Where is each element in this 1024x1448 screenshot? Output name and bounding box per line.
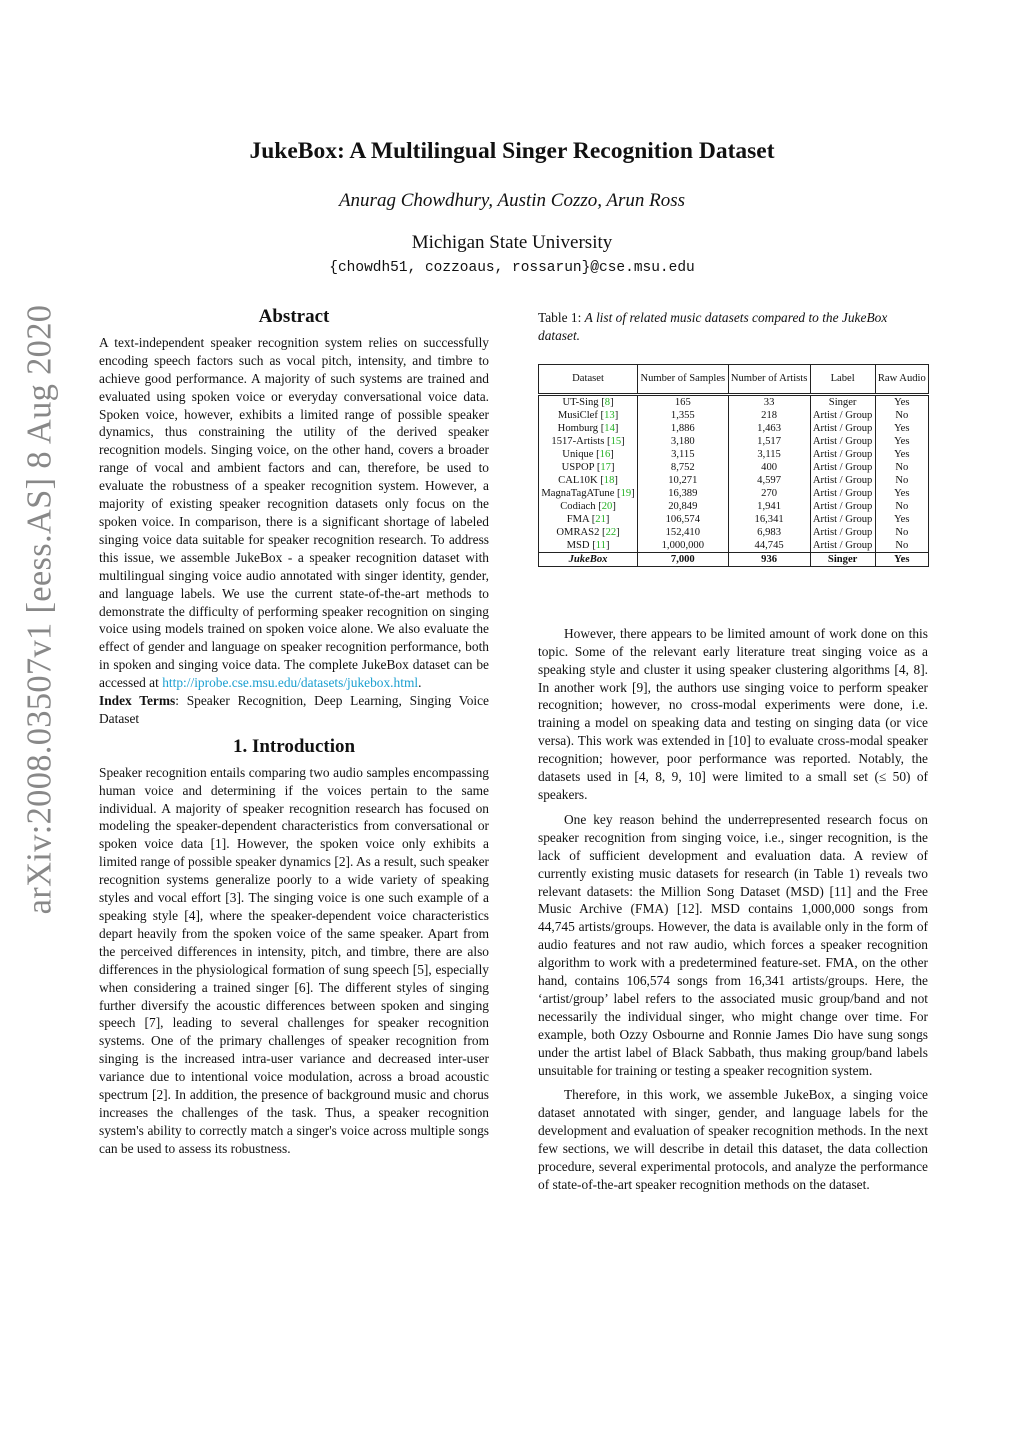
citation-link[interactable]: 21 <box>595 513 606 525</box>
table-cell: 6,983 <box>728 526 810 539</box>
table-cell: Artist / Group <box>810 435 875 448</box>
table-row <box>539 409 929 422</box>
authors: Anurag Chowdhury, Austin Cozzo, Arun Ross <box>338 190 686 211</box>
dataset-cell: MusiClef [13] <box>539 409 638 422</box>
citation-link[interactable]: 16 <box>599 448 611 460</box>
dataset-cell: MSD [11] <box>539 539 638 553</box>
table-row <box>539 539 929 553</box>
citation-link[interactable]: 8 <box>604 396 611 408</box>
table-cell: 10,271 <box>638 474 728 487</box>
dataset-name: CAL10K <box>558 474 598 486</box>
dataset-name: UT-Sing <box>562 396 599 408</box>
arxiv-identifier: arXiv:2008.03507v1 [eess.AS] 8 Aug 2020 <box>20 304 59 915</box>
table-cell: 218 <box>728 409 810 422</box>
citation-link[interactable]: 22 <box>605 526 617 538</box>
citation-link[interactable]: 14 <box>604 422 615 434</box>
table-cell: 400 <box>728 461 810 474</box>
table-cell: Artist / Group <box>810 500 875 513</box>
table-cell: 1,463 <box>728 422 810 435</box>
dataset-name: Codiach <box>560 500 596 512</box>
table-cell: 106,574 <box>638 513 728 526</box>
table-cell: 1,941 <box>728 500 810 513</box>
table-header: Label <box>810 364 875 394</box>
table-row <box>539 422 929 435</box>
table-row <box>539 435 929 448</box>
table-cell: Artist / Group <box>810 539 875 553</box>
table-cell: No <box>875 539 928 553</box>
paper-title: JukeBox: A Multilingual Singer Recognition Dataset <box>249 138 775 164</box>
table-row <box>539 474 929 487</box>
table-cell: Yes <box>875 394 928 409</box>
table-cell: No <box>875 474 928 487</box>
left-column <box>99 308 489 1158</box>
paragraph: One key reason behind the underrepresented research focus on speaker recognition from singing voice, i.e., singer recognition, is the lack of sufficient development and evaluation data. A review of currently existing music datasets for research (in Table 1) reveals two relevant datasets: the Million Song Dataset (MSD) [11] and the Free Music Archive (FMA) [12]. MSD contains 1,000,000 songs from 44,745 artists/groups. However, the data is available only in the form of audio features and not raw audio, which forces a speaker recognition algorithm to work with a predetermined feature-set. FMA, on the other hand, contains 106,574 songs from 16,341 artists/groups. Here, the ‘artist/group’ label refers to the associated music group/band and not necessarily the individual singer, who might change over time. For example, both Ozzy Osbourne and Ronnie James Dio have sung songs under the artist label of Black Sabbath, thus making group/band labels unsuitable for training or testing a speaker recognition system. <box>538 811 928 1078</box>
table-cell: 4,597 <box>728 474 810 487</box>
table-cell: 1,886 <box>638 422 728 435</box>
table-cell: No <box>875 500 928 513</box>
table-cell: 7,000 <box>638 552 728 566</box>
table-cell: Artist / Group <box>810 526 875 539</box>
table-cell: Artist / Group <box>810 409 875 422</box>
table-cell: Artist / Group <box>810 474 875 487</box>
dataset-name: 1517-Artists <box>551 435 605 447</box>
table-cell: Yes <box>875 513 928 526</box>
paragraph: However, there appears to be limited amount of work done on this topic. Some of the relevant early literature treat singing voice as a speaking style and cluster it using speaker clustering algorithms [4, 8]. In another work [9], the authors use singing voice to perform speaker recognition; however, no cross-modal experiments were done, i.e. training a model on speaking data and testing on singing data (or vice versa). This work was extended in [10] to evaluate cross-modal speaker recognition; however, poor performance was reported. Notably, the datasets used in [4, 8, 9, 10] were limited to a small set (≤ 50) of speakers. <box>538 625 928 802</box>
table-cell: No <box>875 461 928 474</box>
table-cell: Artist / Group <box>810 448 875 461</box>
related-datasets-table <box>538 364 929 567</box>
table-cell: Artist / Group <box>810 422 875 435</box>
table-cell: No <box>875 409 928 422</box>
table-cell: 33 <box>728 394 810 409</box>
table-cell: 1,000,000 <box>638 539 728 553</box>
table-cell: 3,115 <box>728 448 810 461</box>
table-cell: 16,341 <box>728 513 810 526</box>
table-cell: No <box>875 526 928 539</box>
table-row <box>539 487 929 500</box>
table-cell: Artist / Group <box>810 513 875 526</box>
table-row <box>539 526 929 539</box>
author-emails: {chowdh51, cozzoaus, rossarun}@cse.msu.edu <box>329 260 695 276</box>
table-row <box>539 394 929 409</box>
table-row <box>539 461 929 474</box>
table-cell: 3,180 <box>638 435 728 448</box>
table-cell: Yes <box>875 435 928 448</box>
table-cell: 44,745 <box>728 539 810 553</box>
dataset-name: USPOP <box>561 461 595 473</box>
right-column <box>538 309 928 1194</box>
dataset-cell: CAL10K [18] <box>539 474 638 487</box>
citation-link[interactable]: 13 <box>604 409 615 421</box>
dataset-cell: UT-Sing [8] <box>539 394 638 409</box>
dataset-cell: 1517-Artists [15] <box>539 435 638 448</box>
citation-link[interactable]: 11 <box>595 539 606 551</box>
table-caption: Table 1: A list of related music datasets compared to the JukeBox dataset. <box>538 310 888 343</box>
table-cell: 16,389 <box>638 487 728 500</box>
table-cell: 270 <box>728 487 810 500</box>
table-cell: Yes <box>875 552 928 566</box>
dataset-name: MagnaTagATune <box>541 487 615 499</box>
dataset-name: OMRAS2 <box>556 526 600 538</box>
table-cell: Artist / Group <box>810 461 875 474</box>
dataset-cell <box>539 552 638 566</box>
table-header: Raw Audio <box>875 364 928 394</box>
abstract-text: A text-independent speaker recognition system relies on successfully encoding speech factors such as vocal pitch, intensity, and timbre to achieve good performance. A majority of such systems are trained and evaluated using spoken voice or everyday conversational voice data. Spoken voice, however, exhibits a limited range of possible speaker dynamics, thus constraining the utility of the derived speaker recognition models. Singing voice, on the other hand, covers a broader range of vocal and ambient factors and can, therefore, be used to evaluate the robustness of a speaker recognition system. However, a majority of existing speaker recognition datasets only focus on the spoken voice. In comparison, there is a significant shortage of labeled singing voice data suitable for speaker recognition research. To address this issue, we assemble JukeBox - a speaker recognition dataset with multilingual singing voice audio annotated with singer identity, gender, and language labels. We use the current state-of-the-art methods to demonstrate the difficulty of performing speaker recognition on singing voice using models trained on spoken voice alone. We also evaluate the effect of gender and language on speaker recognition performance, both in spoken and singing voice data. The complete JukeBox dataset can be accessed at http://iprobe.cse.msu.edu/datasets/jukebox.html. <box>99 334 489 691</box>
index-terms: Index Terms: Speaker Recognition, Deep Learning, Singing Voice Dataset <box>99 693 489 726</box>
table-cell: Artist / Group <box>810 487 875 500</box>
table-cell: 20,849 <box>638 500 728 513</box>
table-row <box>539 513 929 526</box>
citation-link[interactable]: 18 <box>603 474 615 486</box>
dataset-name: MusiClef <box>557 409 598 421</box>
table-cell: Singer <box>810 394 875 409</box>
paragraph: Therefore, in this work, we assemble JukeBox, a singing voice dataset annotated with singer, gender, and language labels for the development and evaluation of speaker recognition methods. In the next few sections, we will describe in detail this dataset, the data collection procedure, several experimental protocols, and analyze the performance of state-of-the-art speaker recognition methods on the dataset. <box>538 1087 928 1192</box>
introduction-heading: 1. Introduction <box>232 735 356 757</box>
table-cell: Singer <box>810 552 875 566</box>
table-row <box>539 552 929 566</box>
dataset-cell: Codiach [20] <box>539 500 638 513</box>
dataset-cell: USPOP [17] <box>539 461 638 474</box>
table-header: Dataset <box>539 364 638 394</box>
table-header: Number of Artists <box>728 364 810 394</box>
table-cell: 165 <box>638 394 728 409</box>
citation-link[interactable]: 17 <box>600 461 611 473</box>
dataset-cell: FMA [21] <box>539 513 638 526</box>
dataset-cell: MagnaTagATune [19] <box>539 487 638 500</box>
table-cell: 8,752 <box>638 461 728 474</box>
introduction-text: Speaker recognition entails comparing two audio samples encompassing human voice and determining if the voices pertain to the same individual. A majority of speaker recognition research has focused on modeling the speaker-dependent characteristics from conversational or spoken voice data [1]. However, the spoken voice only exhibits a limited range of possible speaker dynamics [2]. As a result, such speaker recognition systems generalize poorly to a wide variety of speaking styles and vocal effort [3]. The singing voice is one such example of a speaking style [4], where the speaker-dependent voice characteristics depart heavily from the spoken voice of the same speaker. Apart from the perceived differences in intensity, pitch, and timbre, there are also differences in the physiological formation of sung speech [5], especially when considering a trained singer [6]. The different styles of singing further diversify the acoustic differences between spoken and singing speech [7], leading to several challenges for speaker recognition systems. One of the primary challenges of speaker recognition from singing is the increased intra-user variance and decreased inter-user variance due to intentional voice modulation, across a broad acoustic spectrum [2]. In addition, the presence of background music and chorus increases the challenges of the task. Thus, a speaker recognition system's ability to correctly match a singer's voice across multiple songs can be used to assess its robustness. <box>99 764 489 1156</box>
dataset-name: MSD <box>566 539 590 551</box>
dataset-name: JukeBox <box>568 553 608 565</box>
citation-link[interactable]: 19 <box>620 487 632 499</box>
table-cell: 3,115 <box>638 448 728 461</box>
dataset-name: Homburg <box>557 422 599 434</box>
dataset-link[interactable]: http://iprobe.cse.msu.edu/datasets/jukebox.html <box>162 675 419 691</box>
citation-link[interactable]: 20 <box>601 500 613 512</box>
table-cell: Yes <box>875 422 928 435</box>
citation-link[interactable]: 15 <box>610 435 622 447</box>
table-cell: 1,517 <box>728 435 810 448</box>
table-cell: 1,355 <box>638 409 728 422</box>
abstract-heading: Abstract <box>258 306 330 327</box>
dataset-cell: Unique [16] <box>539 448 638 461</box>
table-cell: Yes <box>875 448 928 461</box>
dataset-cell: OMRAS2 [22] <box>539 526 638 539</box>
table-cell: Yes <box>875 487 928 500</box>
table-cell: 936 <box>728 552 810 566</box>
dataset-name: FMA <box>566 513 590 525</box>
dataset-name: Unique <box>562 448 594 460</box>
table-row <box>539 448 929 461</box>
table-header: Number of Samples <box>638 364 728 394</box>
table-row <box>539 500 929 513</box>
affiliation: Michigan State University <box>411 232 613 253</box>
dataset-cell: Homburg [14] <box>539 422 638 435</box>
table-cell: 152,410 <box>638 526 728 539</box>
